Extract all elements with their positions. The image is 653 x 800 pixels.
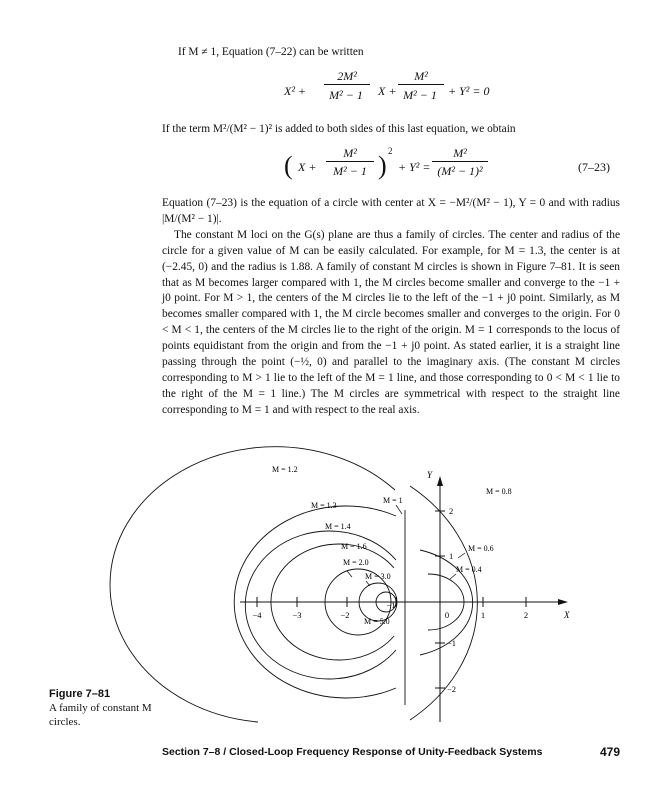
y-axis-label: Y [427, 470, 433, 480]
label-m-0.8: M = 0.8 [486, 487, 512, 496]
y-tick-labels [444, 506, 457, 694]
eq1-frac1-num: 2M² [324, 69, 370, 85]
eq1-frac2-den: M² − 1 [403, 88, 437, 102]
eq2-number: (7–23) [578, 160, 610, 174]
label-m-0.4: M = 0.4 [456, 565, 482, 574]
page-footer [162, 746, 620, 758]
eq2-plus-y: + Y² = [398, 160, 431, 174]
figure-caption [49, 687, 159, 729]
paragraph-circle-equation: Equation (7–23) is the equation of a circle with center at X = −M²/(M² − 1), Y = 0 and with radius |M/(M² − 1)|. [162, 197, 620, 225]
x-tick-label: −1 [386, 600, 396, 610]
x-tick-label: 2 [523, 610, 529, 620]
y-tick-label: −1 [447, 638, 457, 648]
label-m-5.0: M = 5.0 [364, 617, 390, 626]
eq2-frac1-den: M² − 1 [333, 164, 367, 178]
x-tick-label: −2 [340, 610, 350, 620]
intro-line: If M ≠ 1, Equation (7–22) can be written [178, 46, 364, 58]
y-tick-label: −2 [447, 684, 457, 694]
caption-text: A family of constant M circles. [49, 702, 152, 728]
x-tick-label: 0 [444, 610, 450, 620]
m-1.4-circle [245, 531, 396, 679]
label-m-3.0: M = 3.0 [365, 572, 391, 581]
eq1-lhs-start: X² + [284, 84, 307, 98]
label-m-1.2: M = 1.2 [272, 465, 298, 474]
eq2-paren-close: ) [378, 151, 387, 180]
page-number: 479 [599, 745, 620, 759]
eq2-paren-open: ( [284, 151, 293, 180]
label-m-2.0: M = 2.0 [343, 558, 369, 567]
y-tick-label: 1 [449, 551, 454, 561]
x-tick-label: −4 [252, 610, 262, 620]
eq2-x-plus: X + [298, 160, 317, 174]
eq2-square: 2 [388, 146, 393, 156]
y-tick-label: 2 [449, 506, 454, 516]
m-1.2-circle [110, 447, 395, 722]
x-tick-label: −3 [292, 610, 302, 620]
m-circle-curves [110, 447, 477, 722]
label-m-0.6: M = 0.6 [468, 544, 494, 553]
eq1-mid: X + [378, 84, 397, 98]
y-axis-arrow [437, 476, 443, 486]
add-term-line: If the term M²/(M² − 1)² is added to both sides of this last equation, we obtain [162, 123, 516, 135]
label-m-1.3: M = 1.3 [311, 501, 337, 510]
eq2-frac2-num: M² [432, 146, 488, 162]
section-title: Section 7–8 / Closed-Loop Frequency Response of Unity-Feedback Systems [162, 746, 543, 758]
x-tick-label: 1 [480, 610, 486, 620]
eq2-frac2-den: (M² − 1)² [437, 164, 483, 178]
paragraph-constant-m-loci: The constant M loci on the G(s) plane are thus a family of circles. The center and radius of the circle for a given value of M can be easily calculated. For example, for M = 1.3, the center is at (−2.45, 0) and the radius is 1.88. A family of constant M circles is shown in Figure 7–81. It is seen that as M becomes larger compared with 1, the M circles become smaller and converge to the −1 + j0 point. For M > 1, the centers of the M circles lie to the left of the −1 + j0 point. Similarly, as M becomes smaller compared with 1, the M circle becomes smaller and converges to the origin. For 0 < M < 1, the centers of the M circles lie to the right of the origin. M = 1 corresponds to the locus of points equidistant from the origin and from the −1 + j0 point. As stated earlier, it is a straight line passing through the point (−½, 0) and parallel to the imaginary axis. (The constant M circles corresponding to M > 1 lie to the left of the M = 1 line, and those corresponding to 0 < M < 1 lie to the right of the M = 1 line.) The M circles are symmetrical with respect to the straight line corresponding to M = 1 and with respect to the real axis. [162, 228, 620, 416]
label-m-1.6: M = 1.6 [341, 542, 367, 551]
eq1-end: + Y² = 0 [448, 84, 490, 98]
x-axis-arrow [558, 599, 568, 605]
eq1-frac1-den: M² − 1 [329, 88, 363, 102]
label-m-1: M = 1 [383, 496, 403, 505]
caption-title: Figure 7–81 [49, 688, 111, 700]
label-m-1.4: M = 1.4 [325, 522, 351, 531]
eq2-frac1-num: M² [326, 146, 374, 162]
m-0.8-circle [410, 486, 477, 720]
eq1-frac2-num: M² [398, 69, 444, 85]
x-axis-label: X [564, 610, 570, 620]
